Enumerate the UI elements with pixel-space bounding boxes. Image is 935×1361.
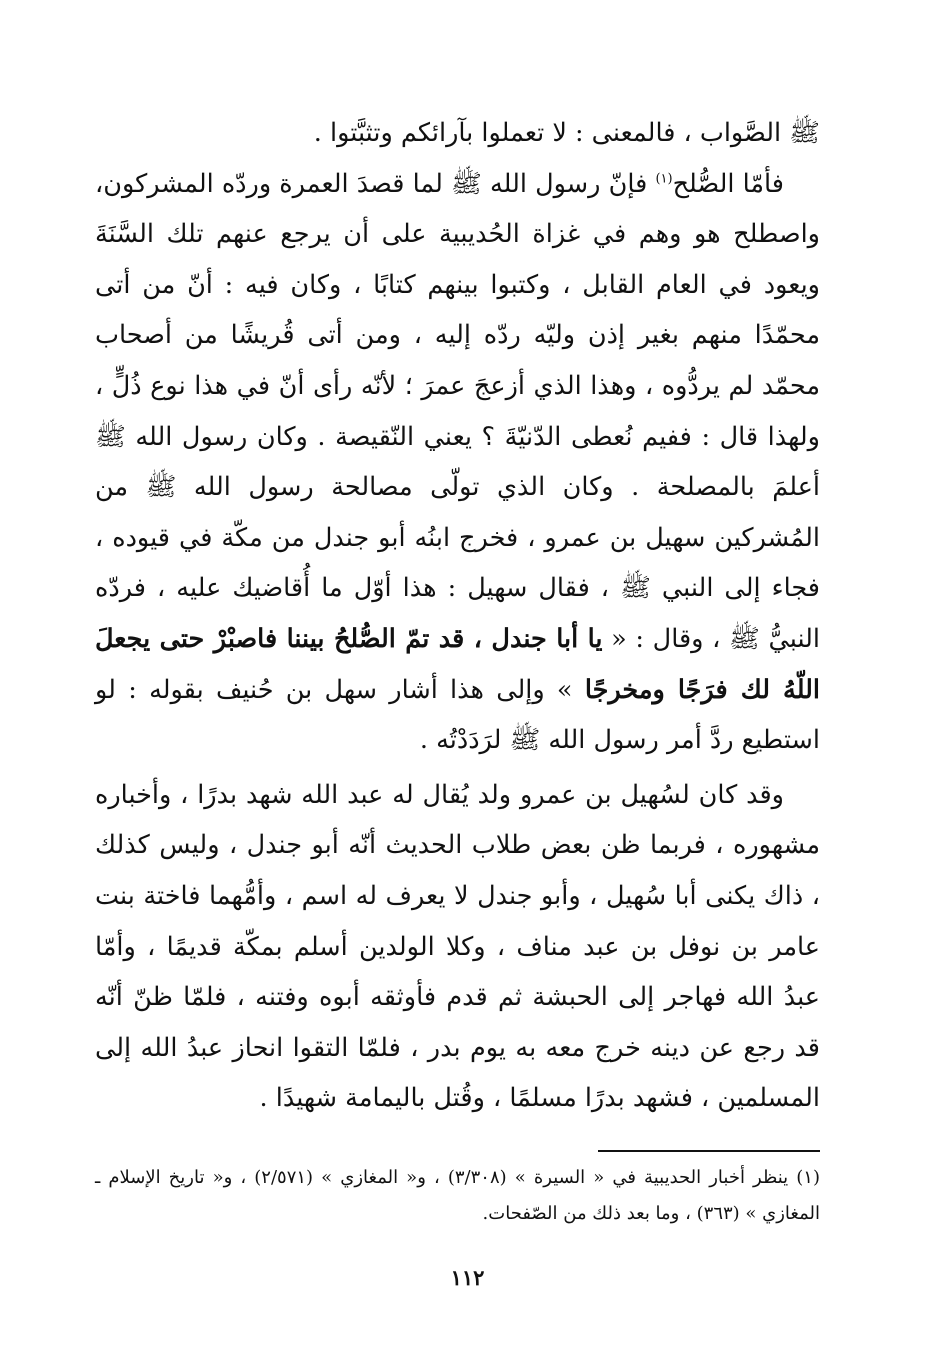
paragraph-1-start: فأمّا الصُّلح — [672, 168, 784, 199]
footnote-divider — [598, 1150, 820, 1152]
footnote-text: (١) ينظر أخبار الحديبية في « السيرة » (٣/٣٠٨) ، و« المغازي » (٢/٥٧١) ، و« تاريخ الإسلام ـ المغازي » (٣٦٣) ، وما بعد ذلك من الصّفحات. — [95, 1167, 820, 1224]
paragraph-1-end: » وإلى هذا أشار سهل بن حُنيف بقوله : لو استطيع ردَّ أمر رسول الله ﷺ لرَدَدْتُه . — [95, 674, 820, 756]
footnote — [95, 1160, 820, 1232]
continuation-line: ﷺ الصَّواب ، فالمعنى : لا تعملوا بآرائكم وتثبَّتوا . — [313, 118, 820, 148]
footnote-ref: (١) — [655, 171, 673, 187]
paragraph-2: وقد كان لسُهيل بن عمرو ولد يُقال له عبد الله شهد بدرًا ، وأخباره مشهوره ، فربما ظن بعض طلاب الحديث أنّه أبو جندل ، وليس كذلك ، ذاك يكنى أبا سُهيل ، وأبو جندل لا يعرف له اسم ، وأمُّهما فاختة بنت عامر بن نوفل بن عبد مناف ، وكلا الولدين أسلم بمكّة قديمًا ، وأمّا عبدُ الله فهاجر إلى الحبشة ثم قدم فأوثقه أبوه وفتنه ، فلمّا ظنّ أنّه قد رجع عن دينه خرج معه به يوم بدر ، فلمّا التقوا انحاز عبدُ الله إلى المسلمين ، فشهد بدرًا مسلمًا ، وقُتل باليمامة شهيدًا . — [95, 779, 820, 1114]
hadith-quote: يا أبا جندل ، قد تمّ الصُّلحُ بيننا فاصبْرْ حتى يجعلَ اللّهُ لك فرَجًا ومخرجًا — [95, 623, 820, 705]
page-number: ١١٢ — [450, 1265, 485, 1290]
paragraph-1-body: فإنّ رسول الله ﷺ لما قصدَ العمرة وردّه المشركون، واصطلح هو وهم في غزاة الحُديبية على أن يرجع عنهم تلك السَّنَةَ ويعود في العام القابل ، وكتبوا بينهم كتابًا ، وكان فيه : أنّ من أتى محمّدًا منهم بغير إذن وليّه ردّه إليه ، ومن أتى قُريشًا من أصحاب محمّد لم يردُّوه ، وهذا الذي أزعجَ عمرَ ؛ لأنّه رأى أنّ في هذا نوع ذُلٍّ ، ولهذا قال : ففيم نُعطى الدّنيّةَ ؟ يعني النّقيصة . وكان رسول الله ﷺ أعلمَ بالمصلحة . وكان الذي تولّى مصالحة رسول الله ﷺ من المُشركين سهيل بن عمرو ، فخرج ابنُه أبو جندل من مكّة في قيوده ، فجاء إلى النبي ﷺ ، فقال سهيل : هذا أوّل ما أُقاضيك عليه ، فردّه النبيُّ ﷺ ، وقال : « — [95, 168, 820, 654]
paragraph-1 — [95, 159, 820, 766]
main-text — [95, 108, 820, 1124]
